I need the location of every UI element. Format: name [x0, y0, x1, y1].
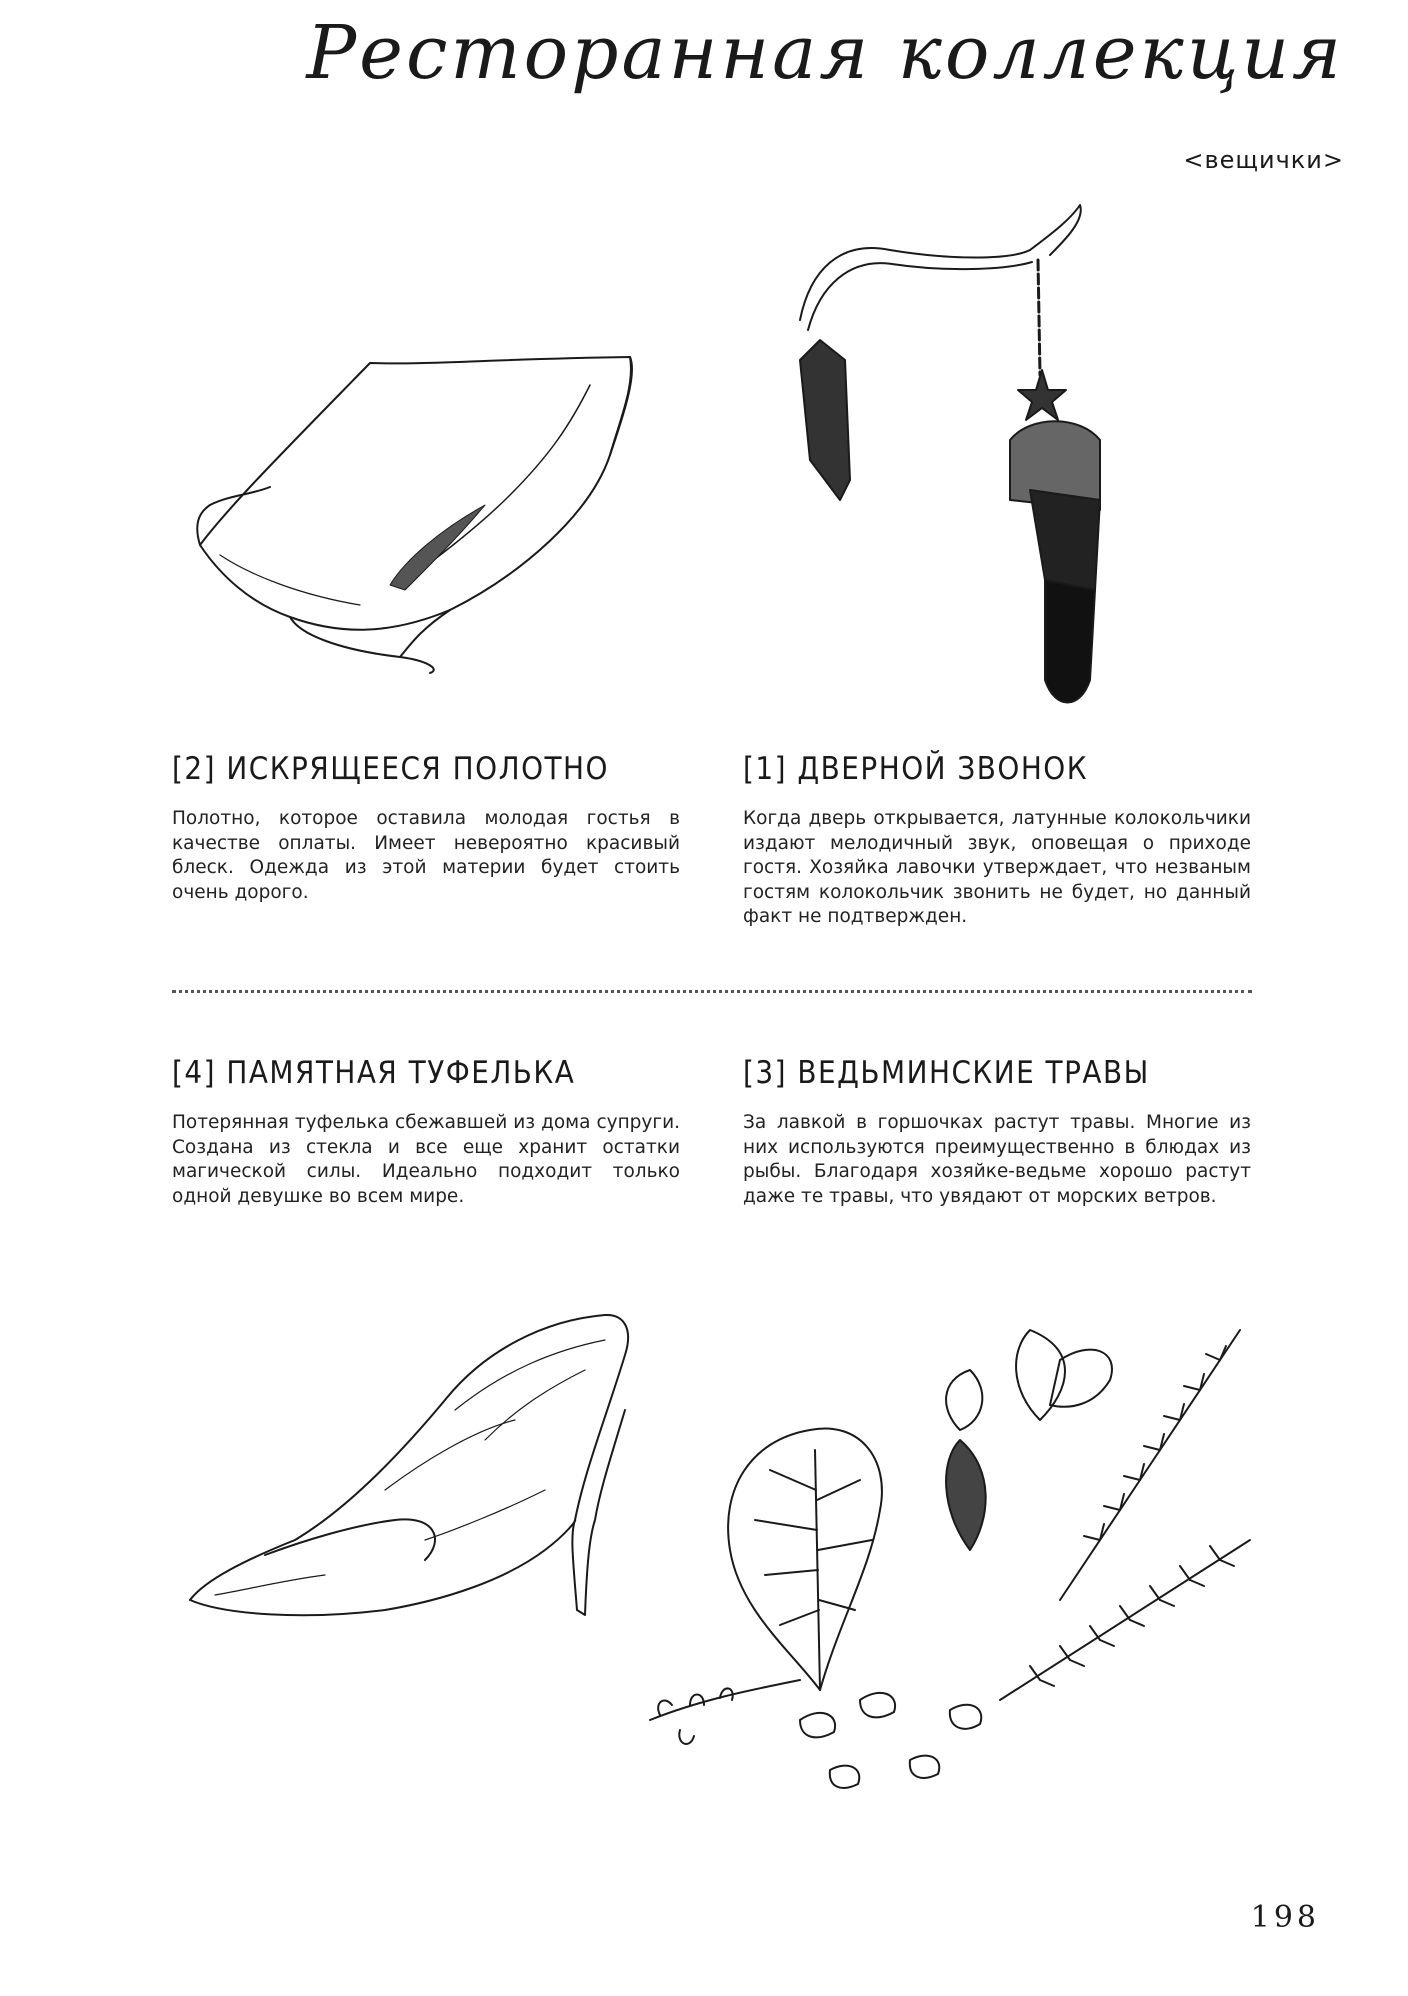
- page-number: 198: [1250, 1900, 1320, 1935]
- item-title-shoe: [4] ПАМЯТНАЯ ТУФЕЛЬКА: [172, 1055, 576, 1091]
- page-subtitle: <вещички>: [1183, 146, 1344, 174]
- item-text-shoe: Потерянная туфелька сбежавшей из дома супруги. Создана из стекла и все еще хранит остатки магической силы. Идеально подходит только одной девушке во всем мире.: [172, 1112, 680, 1207]
- item-text-bell: Когда дверь открывается, латунные колокольчики издают мелодичный звук, оповещая о приходе гостя. Хозяйка лавочки утверждает, что незваным гостям колокольчик звонить не будет, но данный факт не подтвержден.: [743, 808, 1251, 928]
- herbs-icon: [640, 1320, 1260, 1860]
- item-text-herbs: За лавкой в горшочках растут травы. Многие из них используются преимущественно в блюдах из рыбы. Благодаря хозяйке-ведьме хорошо растут даже те травы, что увядают от морских ветров.: [743, 1112, 1251, 1207]
- page-title: Ресторанная коллекция: [306, 10, 1344, 96]
- item-title-herbs: [3] ВЕДЬМИНСКИЕ ТРАВЫ: [743, 1055, 1150, 1091]
- folded-cloth-icon: [190, 345, 650, 675]
- door-bell-icon: [780, 200, 1110, 720]
- glass-shoe-icon: [185, 1310, 635, 1640]
- item-text-cloth: Полотно, которое оставила молодая гостья в качестве оплаты. Имеет невероятно красивый блеск. Одежда из этой материи будет стоить очень дорого.: [172, 808, 680, 903]
- item-title-bell: [1] ДВЕРНОЙ ЗВОНОК: [743, 751, 1089, 787]
- section-divider: [172, 990, 1252, 993]
- item-title-cloth: [2] ИСКРЯЩЕЕСЯ ПОЛОТНО: [172, 751, 609, 787]
